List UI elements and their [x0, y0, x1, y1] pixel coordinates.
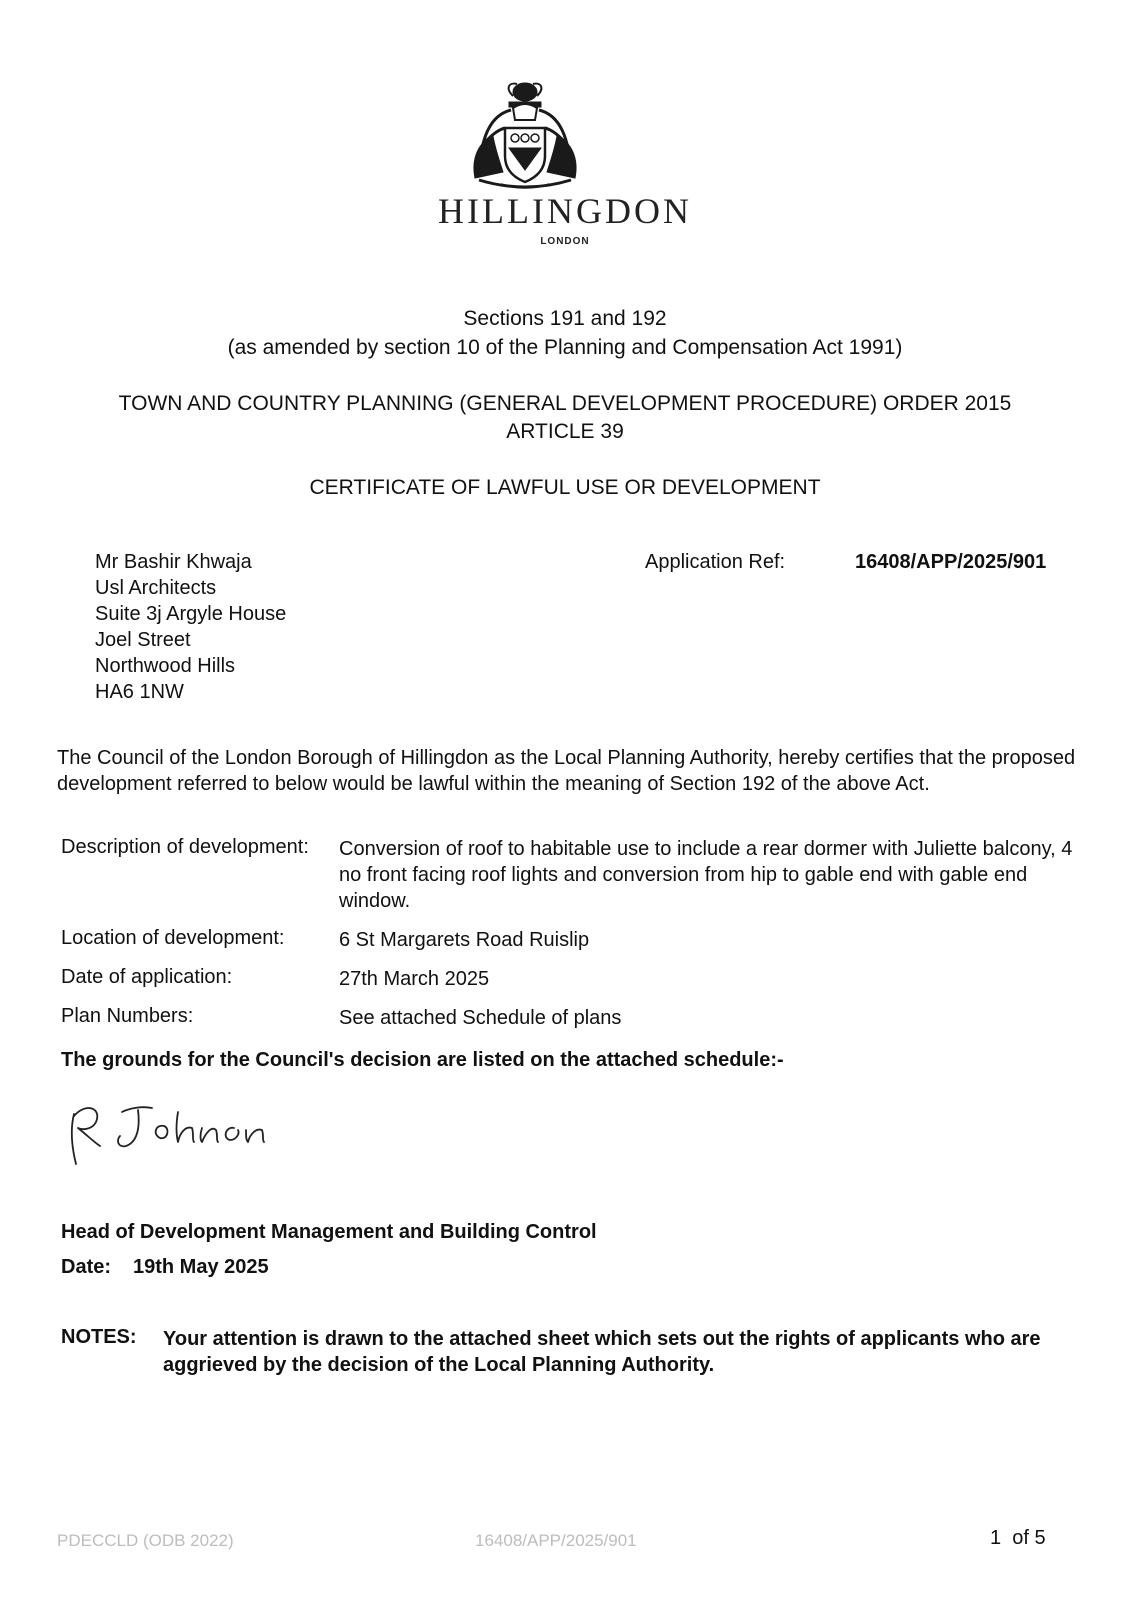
application-date-label: Date of application: [61, 966, 233, 988]
application-date-value: 27th March 2025 [339, 968, 490, 990]
application-ref-label: Application Ref: [645, 551, 786, 573]
description-value: Conversion of roof to habitable use to include a rear dormer with Juliette balcony, 4 no front facing roof lights and conversion from hip to gable end with gable end window. [339, 838, 1073, 912]
address-line: HA6 1NW [95, 681, 184, 703]
amendment-heading: (as amended by section 10 of the Planning and Compensation Act 1991) [227, 336, 903, 359]
grounds-statement: The grounds for the Council's decision are listed on the attached schedule:- [61, 1049, 784, 1071]
plan-numbers-label: Plan Numbers: [61, 1005, 194, 1027]
address-line: Suite 3j Argyle House [95, 603, 287, 625]
signer-title: Head of Development Management and Building Control [61, 1221, 597, 1243]
certificate-title: CERTIFICATE OF LAWFUL USE OR DEVELOPMENT [309, 476, 821, 499]
article-heading: ARTICLE 39 [506, 420, 624, 443]
footer-form-code: PDECCLD (ODB 2022) [57, 1531, 234, 1550]
order-heading: TOWN AND COUNTRY PLANNING (GENERAL DEVELOPMENT PROCEDURE) ORDER 2015 [118, 392, 1012, 415]
decision-date-label: Date: [61, 1256, 112, 1278]
address-line: Northwood Hills [95, 655, 236, 677]
brand-name: HILLINGDON [438, 191, 692, 231]
location-label: Location of development: [61, 927, 285, 949]
notes-text: Your attention is drawn to the attached sheet which sets out the rights of applicants who are aggrieved by the decision of the Local Planning Authority. [163, 1328, 1041, 1376]
sections-heading: Sections 191 and 192 [463, 307, 667, 330]
hillingdon-crest-logo [465, 78, 585, 196]
application-ref-value: 16408/APP/2025/901 [855, 551, 1047, 573]
notes-label: NOTES: [61, 1326, 137, 1348]
decision-date-value: 19th May 2025 [133, 1256, 269, 1278]
address-line: Joel Street [95, 629, 191, 651]
description-label: Description of development: [61, 836, 309, 858]
footer-reference: 16408/APP/2025/901 [475, 1531, 637, 1550]
plan-numbers-value: See attached Schedule of plans [339, 1007, 622, 1029]
handwritten-signature [60, 1090, 270, 1175]
address-line: Usl Architects [95, 577, 217, 599]
brand-subtitle: LONDON [540, 236, 590, 247]
page-number: 1 of 5 [990, 1527, 1046, 1549]
location-value: 6 St Margarets Road Ruislip [339, 929, 590, 951]
certification-statement: The Council of the London Borough of Hillingdon as the Local Planning Authority, hereby certifies that the proposed development referred to below would be lawful within the meaning of Section 192 of the above Act. [57, 747, 1076, 795]
address-line: Mr Bashir Khwaja [95, 551, 252, 573]
